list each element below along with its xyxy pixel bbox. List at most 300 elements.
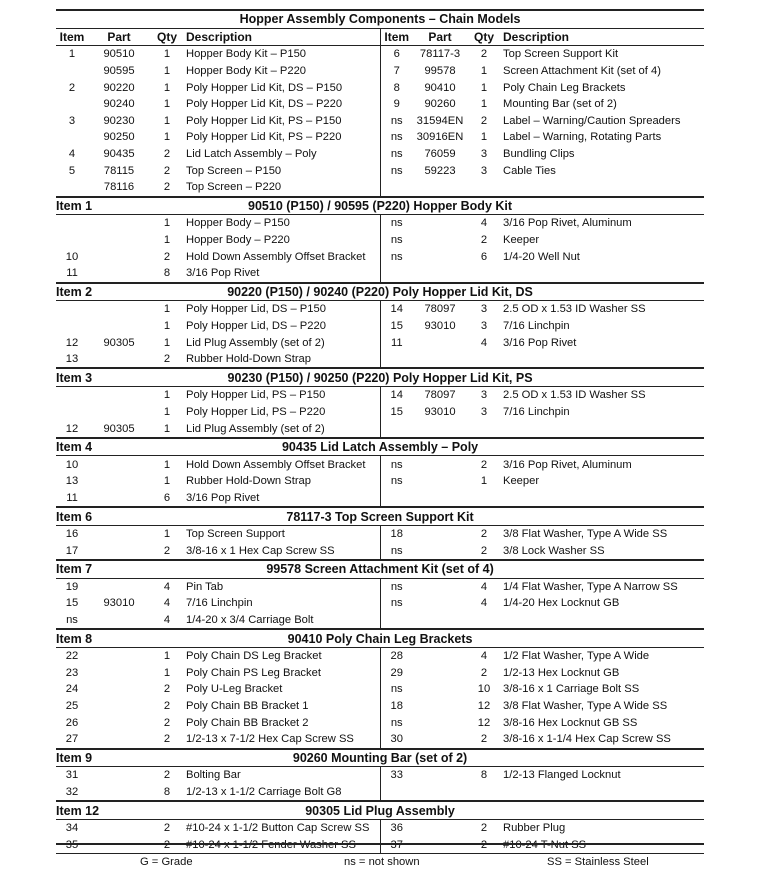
section-table-row [56, 698, 704, 715]
item-cell-right: 29 [380, 665, 413, 682]
section-header-row [56, 507, 704, 525]
item-cell: 1 [68, 48, 76, 61]
section-header [56, 629, 704, 647]
description-cell: Poly Hopper Lid, DS – P150 [186, 303, 326, 316]
part-cell-right: 93010 [424, 319, 456, 332]
description-cell-right: 3/16 Pop Rivet [503, 336, 577, 349]
description-cell-right [501, 490, 704, 508]
description-cell: Poly Chain DS Leg Bracket [186, 650, 322, 663]
item-cell: 22 [65, 650, 79, 663]
qty-header: Qty [150, 28, 184, 46]
item-cell-right: ns [380, 542, 413, 560]
part-cell-right: 90260 [424, 98, 456, 111]
part-cell [88, 215, 150, 232]
qty-cell-right: 2 [480, 838, 488, 851]
part-cell [88, 473, 150, 490]
qty-cell: 8 [163, 786, 171, 799]
description-cell-right: 3/16 Pop Rivet, Aluminum [503, 458, 632, 471]
qty-cell-right: 1 [480, 475, 488, 488]
part-header-right: Part [413, 28, 467, 46]
item-cell: 10 [65, 250, 79, 263]
item-cell: 13 [65, 353, 79, 366]
description-cell-right [501, 351, 704, 369]
section-title: 90510 (P150) / 90595 (P220) Hopper Body Kit [248, 198, 513, 213]
item-cell: 27 [65, 733, 79, 746]
item-cell: 35 [65, 838, 79, 851]
part-cell [88, 404, 150, 421]
part-cell-right [413, 767, 467, 784]
item-cell: 10 [65, 458, 79, 471]
qty-cell-right: 6 [480, 250, 488, 263]
section-table-row [56, 595, 704, 612]
qty-cell: 1 [163, 650, 171, 663]
qty-cell-right: 4 [480, 217, 488, 230]
qty-cell: 2 [163, 181, 171, 194]
part-cell: 78115 [103, 164, 135, 177]
qty-cell: 2 [163, 822, 171, 835]
qty-cell-right [467, 265, 501, 283]
qty-cell-right: 4 [480, 597, 488, 610]
description-cell-right: Mounting Bar (set of 2) [503, 98, 617, 111]
qty-cell-right: 3 [480, 389, 488, 402]
qty-cell-right: 2 [480, 48, 488, 61]
qty-cell: 1 [163, 114, 171, 127]
part-cell [88, 318, 150, 335]
item-header: Item [56, 28, 88, 46]
description-cell: 3/16 Pop Rivet [186, 491, 260, 504]
item-cell: 23 [65, 666, 79, 679]
description-cell: 7/16 Linchpin [186, 597, 253, 610]
description-cell-right: Top Screen Support Kit [503, 48, 619, 61]
section-table-row [56, 456, 704, 473]
item-cell-right: ns [380, 162, 413, 179]
description-cell-right: Screen Attachment Kit (set of 4) [503, 65, 661, 78]
item-cell-right: 6 [380, 46, 413, 63]
item-cell-right: 36 [380, 819, 413, 836]
qty-cell-right: 3 [480, 303, 488, 316]
item-cell: 12 [65, 422, 79, 435]
description-cell: Pin Tab [186, 580, 224, 593]
section-title: 90220 (P150) / 90240 (P220) Poly Hopper Lid Kit, DS [227, 284, 533, 299]
qty-cell-right: 2 [480, 544, 488, 557]
section-title: 99578 Screen Attachment Kit (set of 4) [266, 562, 494, 577]
section-table-row [56, 542, 704, 560]
part-cell-right [413, 784, 467, 802]
qty-cell-right: 3 [480, 319, 488, 332]
description-cell: Lid Plug Assembly (set of 2) [186, 422, 325, 435]
section-header-row [56, 749, 704, 767]
part-cell-right [413, 612, 467, 630]
qty-cell: 4 [163, 580, 171, 593]
legend-not-shown: ns = not shown [344, 856, 420, 869]
part-cell [88, 456, 150, 473]
section-item-label: Item 9 [56, 750, 93, 765]
qty-cell: 2 [163, 769, 171, 782]
part-cell-right [413, 232, 467, 249]
qty-cell: 2 [163, 683, 171, 696]
qty-cell: 1 [163, 81, 171, 94]
description-cell: Bolting Bar [186, 769, 241, 782]
description-cell-right: Cable Ties [503, 164, 556, 177]
part-cell-right [413, 595, 467, 612]
section-header [56, 507, 704, 525]
qty-cell: 1 [163, 528, 171, 541]
qty-cell: 1 [163, 217, 171, 230]
section-header [56, 801, 704, 819]
item-cell-right: 33 [380, 767, 413, 784]
part-cell-right: 90410 [424, 81, 456, 94]
item-cell [56, 318, 88, 335]
section-table-row [56, 351, 704, 369]
section-table-row [56, 525, 704, 542]
part-cell: 90595 [103, 65, 135, 78]
description-cell: Top Screen Support [186, 528, 285, 541]
item-cell [56, 404, 88, 421]
description-cell: Hopper Body – P150 [186, 217, 290, 230]
part-cell [88, 767, 150, 784]
description-cell-right: Keeper [503, 234, 540, 247]
description-cell-right: 1/4 Flat Washer, Type A Narrow SS [503, 580, 678, 593]
part-cell [88, 647, 150, 664]
part-cell-right: 78097 [424, 389, 456, 402]
part-cell [88, 248, 150, 265]
item-cell-right: 18 [380, 698, 413, 715]
qty-cell-right: 2 [480, 458, 488, 471]
legend-stainless: SS = Stainless Steel [547, 856, 649, 869]
part-cell: 90230 [103, 114, 135, 127]
section-table-row [56, 473, 704, 490]
qty-cell: 1 [163, 319, 171, 332]
item-cell [56, 96, 88, 113]
description-cell-right: 2.5 OD x 1.53 ID Washer SS [503, 303, 646, 316]
description-cell-right: 1/2 Flat Washer, Type A Wide [503, 650, 650, 663]
part-cell-right: 30916EN [416, 131, 464, 144]
item-cell: 4 [68, 148, 76, 161]
main-table-row [56, 96, 704, 113]
qty-cell: 1 [163, 405, 171, 418]
item-cell [56, 63, 88, 80]
description-cell-right [501, 265, 704, 283]
item-cell-right: ns [380, 473, 413, 490]
part-cell [88, 351, 150, 369]
section-header [56, 283, 704, 301]
section-table-row [56, 387, 704, 404]
description-cell-right: Bundling Clips [503, 148, 575, 161]
section-table-row [56, 248, 704, 265]
part-cell-right [413, 542, 467, 560]
item-cell-right: ns [380, 456, 413, 473]
part-cell-right: 93010 [424, 405, 456, 418]
description-header: Description [184, 28, 380, 46]
section-header [56, 749, 704, 767]
item-cell-right: ns [380, 595, 413, 612]
qty-cell: 8 [163, 267, 171, 280]
qty-cell: 1 [163, 666, 171, 679]
item-cell-right: ns [380, 113, 413, 130]
item-cell-right: ns [380, 248, 413, 265]
description-cell-right: 3/8-16 x 1-1/4 Hex Cap Screw SS [503, 733, 671, 746]
description-cell-right: Rubber Plug [503, 822, 566, 835]
qty-cell: 2 [163, 838, 171, 851]
qty-cell-right: 2 [480, 822, 488, 835]
description-cell: Poly Chain BB Bracket 1 [186, 700, 309, 713]
part-cell-right [413, 681, 467, 698]
part-cell [88, 784, 150, 802]
description-cell-right: 3/8 Flat Washer, Type A Wide SS [503, 700, 668, 713]
part-cell: 90305 [103, 336, 135, 349]
part-cell: 78116 [103, 181, 135, 194]
part-cell [88, 698, 150, 715]
section-item-label: Item 2 [56, 284, 93, 299]
part-cell-right [413, 351, 467, 369]
qty-cell-right: 2 [480, 528, 488, 541]
part-cell: 90240 [103, 98, 135, 111]
description-cell-right [501, 612, 704, 630]
item-cell-right [380, 420, 413, 438]
qty-cell-right [467, 420, 501, 438]
description-cell: #10-24 x 1-1/2 Button Cap Screw SS [186, 822, 370, 835]
description-cell: Top Screen – P150 [186, 164, 282, 177]
section-table-row [56, 265, 704, 283]
description-cell-right: 7/16 Linchpin [503, 405, 570, 418]
qty-cell-right: 2 [480, 733, 488, 746]
description-cell-right: 3/8-16 Hex Locknut GB SS [503, 716, 638, 729]
part-cell-right [413, 837, 467, 854]
bottom-rule [56, 843, 704, 845]
description-cell: Hold Down Assembly Offset Bracket [186, 250, 366, 263]
item-cell-right: 8 [380, 79, 413, 96]
item-cell: 11 [66, 491, 78, 504]
qty-cell: 1 [163, 234, 171, 247]
qty-cell: 2 [163, 148, 171, 161]
description-cell-right: #10-24 T-Nut SS [503, 838, 587, 851]
item-cell-right: ns [380, 215, 413, 232]
main-table-row [56, 179, 704, 197]
item-cell: 24 [65, 683, 79, 696]
part-header: Part [88, 28, 150, 46]
part-cell-right [413, 578, 467, 595]
item-cell: 32 [65, 786, 79, 799]
item-cell-right: 7 [380, 63, 413, 80]
description-cell-right [501, 420, 704, 438]
section-header [56, 438, 704, 456]
item-cell: 19 [65, 580, 79, 593]
description-cell: 3/16 Pop Rivet [186, 267, 260, 280]
item-cell-right: 18 [380, 525, 413, 542]
description-cell-right [501, 179, 704, 197]
section-title: 90260 Mounting Bar (set of 2) [292, 750, 468, 765]
item-cell-right: 9 [380, 96, 413, 113]
item-cell: 25 [65, 700, 79, 713]
part-cell [88, 490, 150, 508]
qty-cell-right: 2 [480, 234, 488, 247]
description-cell: Poly Hopper Lid, PS – P220 [186, 405, 326, 418]
description-cell: Hopper Body Kit – P220 [186, 65, 307, 78]
qty-cell: 2 [163, 544, 171, 557]
section-table-row [56, 578, 704, 595]
part-cell-right: 78097 [424, 303, 456, 316]
qty-cell: 2 [163, 733, 171, 746]
section-header-row [56, 283, 704, 301]
description-cell-right: 1/4-20 Hex Locknut GB [503, 597, 620, 610]
part-cell [88, 665, 150, 682]
main-table-row [56, 162, 704, 179]
part-cell: 93010 [103, 597, 135, 610]
main-table-row [56, 146, 704, 163]
item-cell-right [380, 612, 413, 630]
section-header-row [56, 801, 704, 819]
main-table-row [56, 113, 704, 130]
qty-cell-right [467, 612, 501, 630]
part-cell [88, 714, 150, 731]
section-table-row [56, 215, 704, 232]
qty-header-right: Qty [467, 28, 501, 46]
item-cell-right: 11 [380, 334, 413, 351]
part-cell-right [413, 420, 467, 438]
item-cell-right [380, 265, 413, 283]
section-table-row [56, 404, 704, 421]
item-cell [56, 301, 88, 318]
section-table-row [56, 714, 704, 731]
qty-cell-right: 2 [480, 114, 488, 127]
part-cell [88, 265, 150, 283]
section-table-row [56, 819, 704, 836]
qty-cell-right: 3 [480, 405, 488, 418]
item-cell: 16 [65, 528, 79, 541]
description-cell: Poly Chain BB Bracket 2 [186, 716, 309, 729]
part-cell [88, 731, 150, 749]
qty-cell-right: 3 [480, 164, 488, 177]
part-cell [88, 681, 150, 698]
item-cell: 11 [66, 267, 78, 280]
qty-cell-right [467, 784, 501, 802]
part-cell [88, 525, 150, 542]
qty-cell: 4 [163, 597, 171, 610]
item-cell [56, 387, 88, 404]
item-cell-right: ns [380, 681, 413, 698]
description-cell-right: 3/8 Flat Washer, Type A Wide SS [503, 528, 668, 541]
part-cell-right [413, 731, 467, 749]
qty-cell-right: 4 [480, 650, 488, 663]
description-cell: Top Screen – P220 [186, 181, 282, 194]
section-table-row [56, 665, 704, 682]
part-cell-right [413, 265, 467, 283]
description-cell-right: 1/2-13 Flanged Locknut [503, 769, 621, 782]
qty-cell: 1 [163, 98, 171, 111]
item-cell-right: ns [380, 232, 413, 249]
section-header-row [56, 197, 704, 215]
part-cell [88, 387, 150, 404]
item-cell-right: 37 [380, 837, 413, 854]
description-cell-right: 3/8 Lock Washer SS [503, 544, 605, 557]
part-cell-right [413, 819, 467, 836]
part-cell-right [413, 714, 467, 731]
qty-cell-right [467, 490, 501, 508]
legend-row [56, 854, 704, 871]
qty-cell-right: 10 [477, 683, 491, 696]
section-title: 90435 Lid Latch Assembly – Poly [281, 440, 479, 455]
section-header-row [56, 560, 704, 578]
part-cell-right [413, 334, 467, 351]
description-cell: Poly Hopper Lid Kit, DS – P220 [186, 98, 343, 111]
section-item-label: Item 8 [56, 631, 93, 646]
description-cell: Poly U-Leg Bracket [186, 683, 283, 696]
description-cell-right: 1/2-13 Hex Locknut GB [503, 666, 620, 679]
qty-cell: 1 [163, 65, 171, 78]
part-cell-right: 59223 [424, 164, 456, 177]
part-cell [88, 819, 150, 836]
section-table-row [56, 232, 704, 249]
qty-cell: 1 [163, 303, 171, 316]
item-cell-right [380, 351, 413, 369]
description-cell: #10-24 x 1-1/2 Fender Washer SS [186, 838, 356, 851]
column-header-row [56, 28, 704, 46]
qty-cell-right: 1 [480, 98, 488, 111]
item-cell-right: 14 [380, 301, 413, 318]
item-cell [56, 215, 88, 232]
section-table-row [56, 334, 704, 351]
section-item-label: Item 3 [56, 370, 93, 385]
section-item-label: Item 7 [56, 562, 93, 577]
qty-cell: 2 [163, 164, 171, 177]
item-cell [56, 129, 88, 146]
section-header-row [56, 368, 704, 386]
description-cell: 1/4-20 x 3/4 Carriage Bolt [186, 614, 314, 627]
legend-grade: G = Grade [140, 856, 193, 869]
part-cell [88, 612, 150, 630]
table-title: Hopper Assembly Components – Chain Models [56, 10, 704, 28]
description-cell: Lid Latch Assembly – Poly [186, 148, 317, 161]
description-cell-right: Label – Warning, Rotating Parts [503, 131, 662, 144]
qty-cell-right: 1 [480, 131, 488, 144]
item-cell-right: ns [380, 578, 413, 595]
item-cell-right: ns [380, 146, 413, 163]
qty-cell: 1 [163, 336, 171, 349]
main-table-row [56, 46, 704, 63]
part-cell-right [413, 490, 467, 508]
qty-cell-right: 8 [480, 769, 488, 782]
item-cell: 13 [65, 475, 79, 488]
legend [56, 854, 704, 871]
qty-cell-right: 4 [480, 580, 488, 593]
description-cell: 3/8-16 x 1 Hex Cap Screw SS [186, 544, 335, 557]
part-cell-right [413, 665, 467, 682]
qty-cell-right: 12 [477, 716, 491, 729]
item-cell-right [380, 490, 413, 508]
description-cell: Rubber Hold-Down Strap [186, 353, 311, 366]
item-cell: 12 [65, 336, 79, 349]
item-cell: 15 [65, 597, 79, 610]
section-table-row [56, 784, 704, 802]
section-item-label: Item 6 [56, 509, 93, 524]
main-table-row [56, 63, 704, 80]
item-cell-right [380, 179, 413, 197]
item-cell: ns [66, 614, 78, 627]
description-cell: 1/2-13 x 1-1/2 Carriage Bolt G8 [186, 786, 342, 799]
section-table-row [56, 731, 704, 749]
section-header-row [56, 438, 704, 456]
item-header-right: Item [380, 28, 413, 46]
item-cell: 31 [65, 769, 79, 782]
qty-cell: 2 [163, 716, 171, 729]
description-cell-right: 3/16 Pop Rivet, Aluminum [503, 217, 632, 230]
part-cell-right [413, 248, 467, 265]
part-cell [88, 301, 150, 318]
section-title: 78117-3 Top Screen Support Kit [286, 509, 474, 524]
section-title: 90230 (P150) / 90250 (P220) Poly Hopper Lid Kit, PS [227, 370, 533, 385]
qty-cell-right: 3 [480, 148, 488, 161]
qty-cell-right [467, 351, 501, 369]
